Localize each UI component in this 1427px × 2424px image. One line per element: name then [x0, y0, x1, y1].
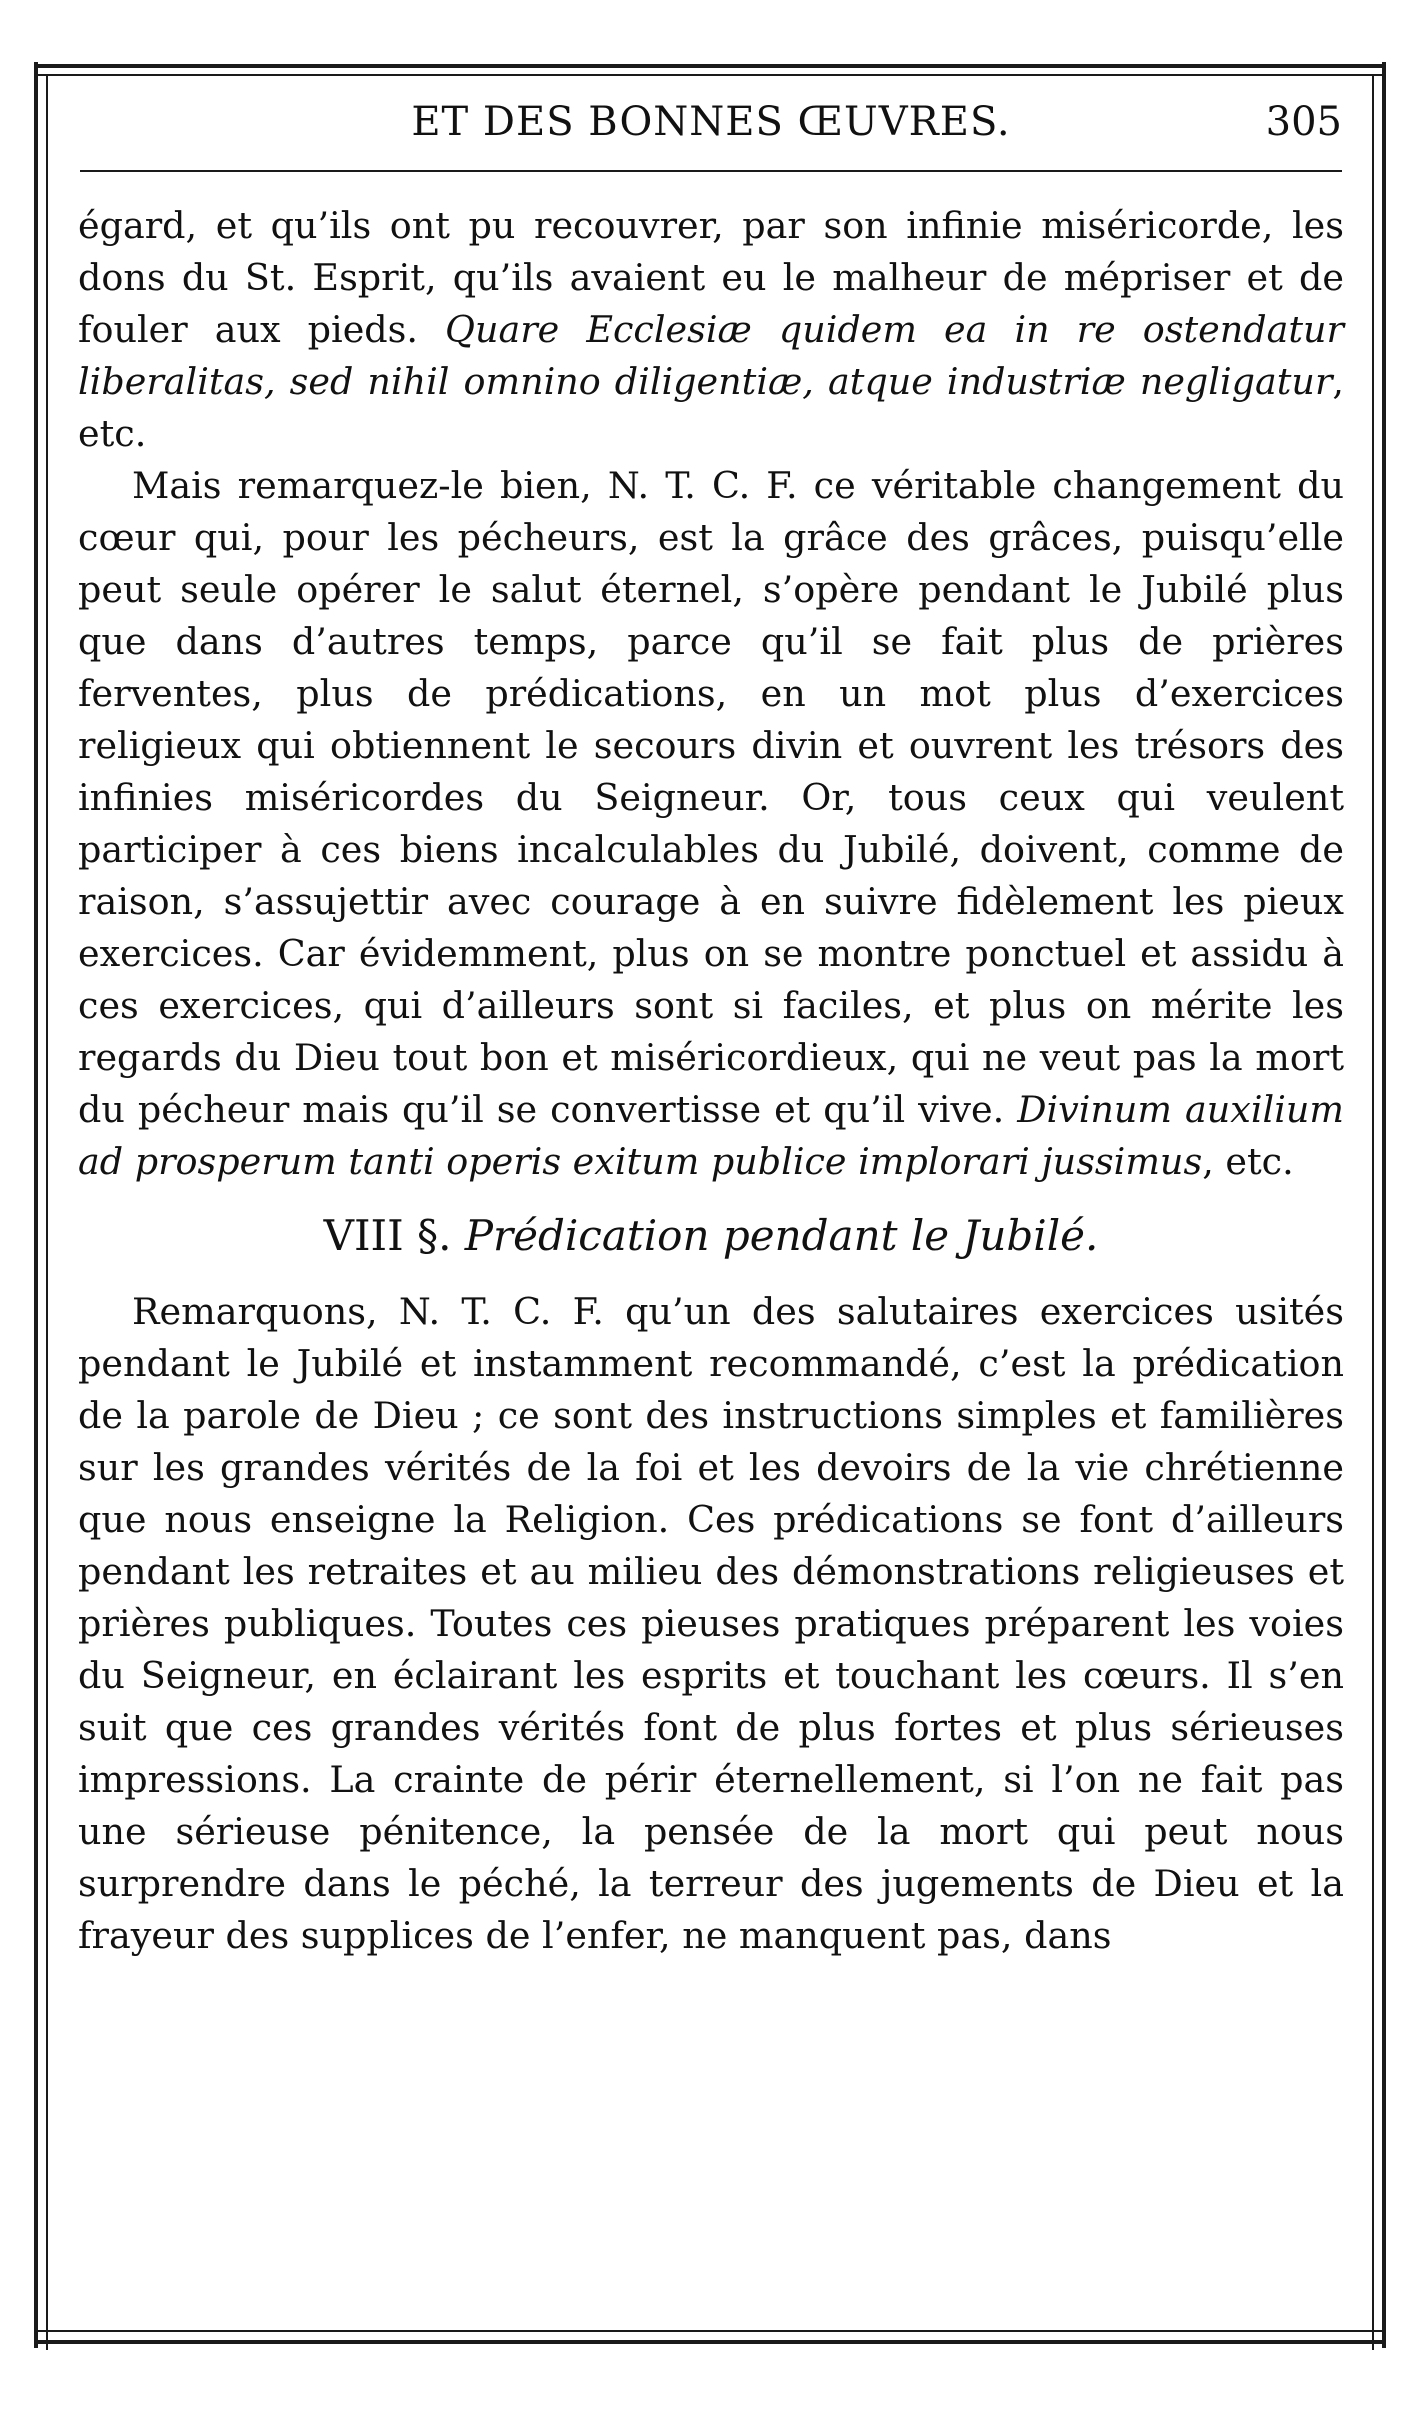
paragraph-text: Mais remarquez-le bien, N. T. C. F. ce véritable changement du cœur qui, pour les pécheurs, est la grâce des grâces, puisqu’elle peut seule opérer le salut éternel, s’opère pendant le Jubilé plus que dans d’autres temps, parce qu’il se fait plus de prières ferventes, plus de prédications, en un mot plus d’exercices religieux qui obtiennent le secours divin et ouvrent les trésors des infinies miséricordes du Seigneur. Or, tous ceux qui veulent participer à ces biens incalculables du Jubilé, doivent, comme de raison, s’assujettir avec courage à en suivre fidèlement les pieux exercices. Car évidemment, plus on se montre ponctuel et assidu à ces exercices, qui d’ailleurs sont si faciles, et plus on mérite les regards du Dieu tout bon et miséricordieux, qui ne veut pas la mort du pécheur mais qu’il se convertisse et qu’il vive.: [78, 464, 1344, 1131]
running-head: [80, 92, 1342, 152]
header-rule: [80, 170, 1342, 172]
section-title: Prédication pendant le Jubilé.: [464, 1211, 1099, 1260]
running-title: ET DES BONNES ŒUVRES.: [411, 99, 1011, 145]
frame-rule-left-inner: [46, 74, 48, 2350]
frame-rule-top-thin: [34, 74, 1386, 76]
paragraph-tail: , etc.: [78, 360, 1344, 455]
paragraph-text: égard, et qu’ils ont pu recouvrer, par son infinie miséricorde, les dons du St. Esprit, qu’ils avaient eu le malheur de mépriser et de fouler aux pieds.: [78, 204, 1344, 351]
section-number: VIII §.: [323, 1211, 452, 1260]
latin-quote: Divinum auxilium ad prosperum tanti operis exitum publice implorari jussimus: [78, 1088, 1345, 1183]
section-heading: [78, 1208, 1344, 1264]
frame-rule-right-inner: [1372, 74, 1374, 2350]
paragraph-jubilee-conversion: [78, 460, 1344, 1188]
body-text: [78, 200, 1344, 1962]
paragraph-continued: [78, 200, 1344, 460]
page-number: 305: [1265, 99, 1342, 145]
frame-rule-bottom-thin: [34, 2330, 1386, 2332]
frame-rule-bottom-thick: [34, 2340, 1386, 2344]
frame-rule-top-thick: [34, 64, 1386, 68]
latin-quote: Quare Ecclesiæ quidem ea in re ostendatur liberalitas, sed nihil omnino diligentiæ, atque industriæ negligatur: [78, 308, 1344, 403]
paragraph-preaching: Remarquons, N. T. C. F. qu’un des salutaires exercices usités pendant le Jubilé et instamment recommandé, c’est la prédication de la parole de Dieu ; ce sont des instructions simples et familières sur les grandes vérités de la foi et les devoirs de la vie chrétienne que nous enseigne la Religion. Ces prédications se font d’ailleurs pendant les retraites et au milieu des démonstrations religieuses et prières publiques. Toutes ces pieuses pratiques préparent les voies du Seigneur, en éclairant les esprits et touchant les cœurs. Il s’en suit que ces grandes vérités font de plus fortes et plus sérieuses impressions. La crainte de périr éternellement, si l’on ne fait pas une sérieuse pénitence, la pensée de la mort qui peut nous surprendre dans le péché, la terreur des jugements de Dieu et la frayeur des supplices de l’enfer, ne manquent pas, dans: [78, 1290, 1344, 1957]
paragraph-tail: , etc.: [1202, 1140, 1294, 1183]
